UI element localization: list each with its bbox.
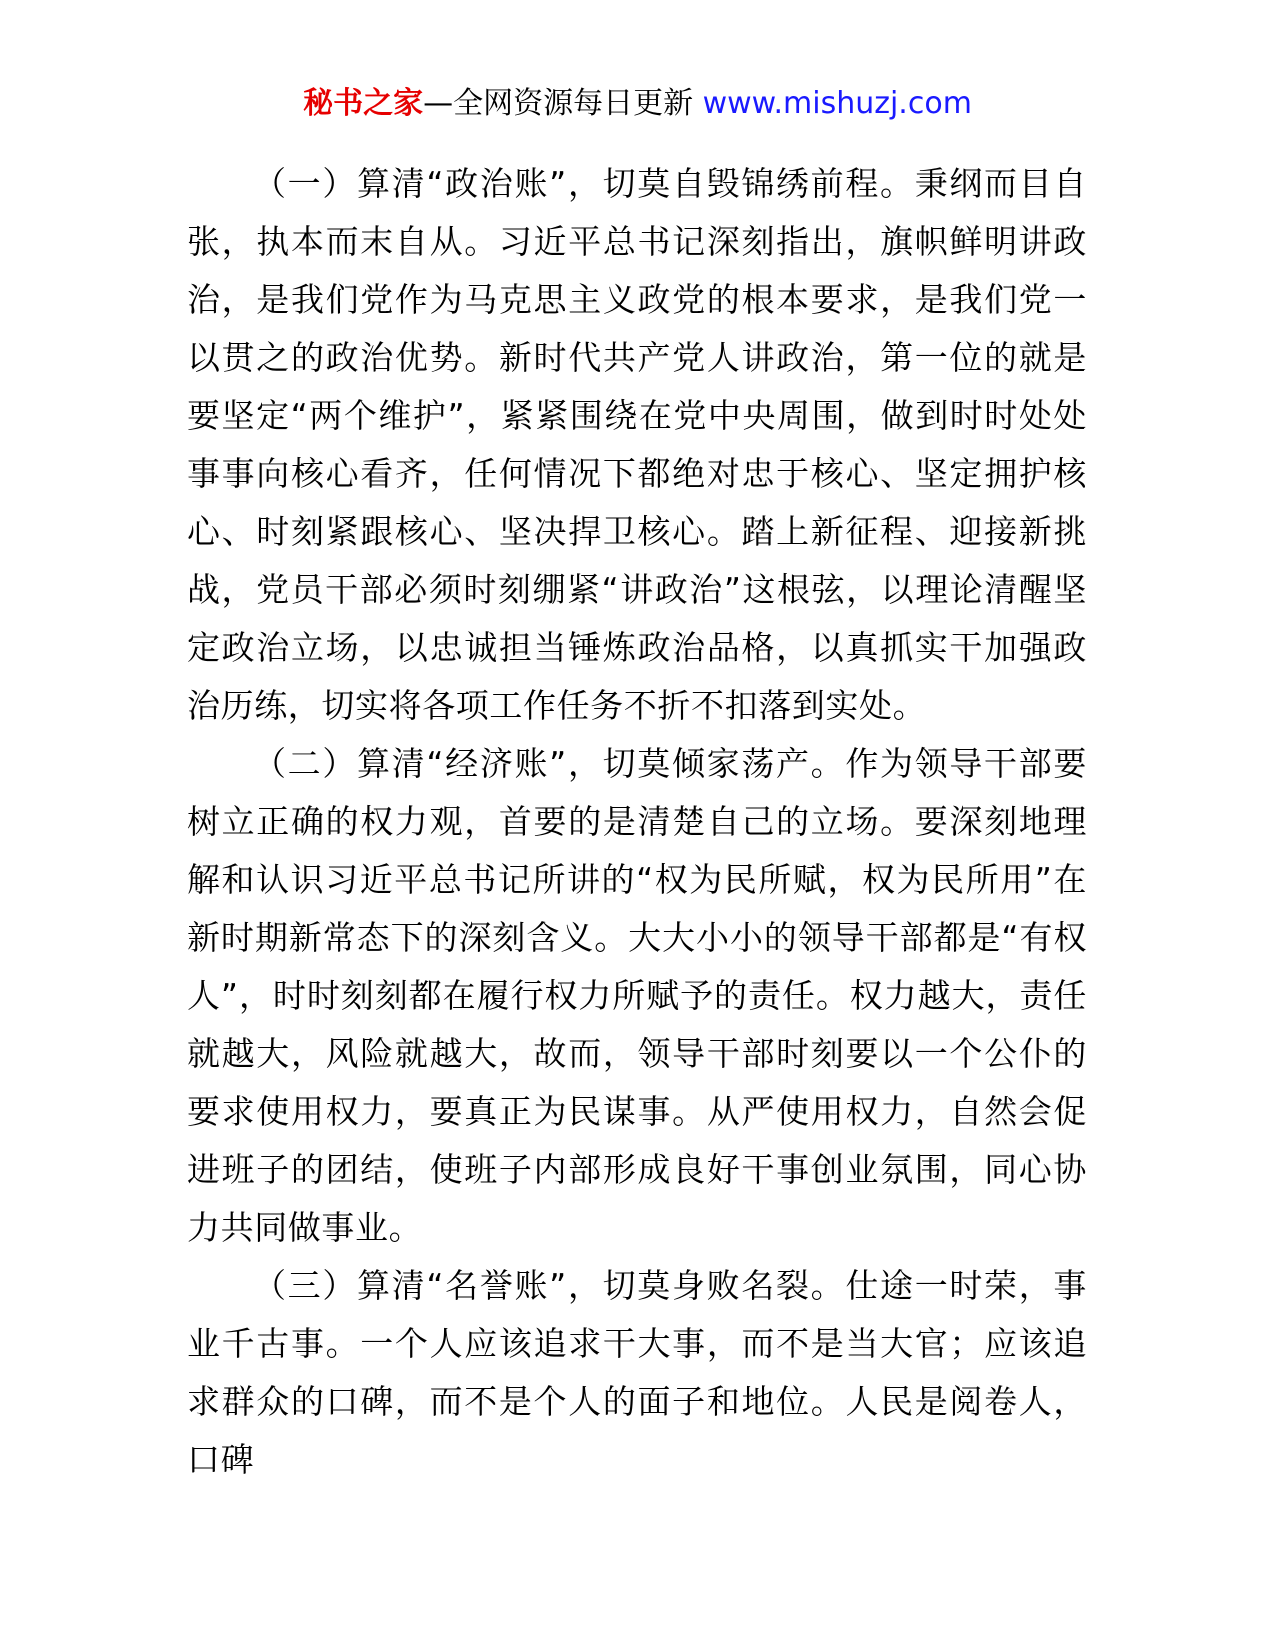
paragraph-economic: （二）算清“经济账”，切莫倾家荡产。作为领导干部要树立正确的权力观，首要的是清楚自己的立场。要深刻地理解和认识习近平总书记所讲的“权为民所赋，权为民所用”在新时期新常态下的深刻含义。大大小小的领导干部都是“有权人”，时时刻刻都在履行权力所赋予的责任。权力越大，责任就越大，风险就越大，故而，领导干部时刻要以一个公仆的要求使用权力，要真正为民谋事。从严使用权力，自然会促进班子的团结，使班子内部形成良好干事创业氛围，同心协力共同做事业。 <box>187 744 1087 1247</box>
site-url-link[interactable]: www.mishuzj.com <box>693 86 972 121</box>
paragraph-political: （一）算清“政治账”，切莫自毁锦绣前程。秉纲而目自张，执本而末自从。习近平总书记深刻指出，旗帜鲜明讲政治，是我们党作为马克思主义政党的根本要求，是我们党一以贯之的政治优势。新时代共产党人讲政治，第一位的就是要坚定“两个维护”，紧紧围绕在党中央周围，做到时时处处事事向核心看齐，任何情况下都绝对忠于核心、坚定拥护核心、时刻紧跟核心、坚决捍卫核心。踏上新征程、迎接新挑战，党员干部必须时刻绷紧“讲政治”这根弦，以理论清醒坚定政治立场，以忠诚担当锤炼政治品格，以真抓实干加强政治历练，切实将各项工作任务不折不扣落到实处。 <box>187 164 1087 725</box>
header-slogan: —全网资源每日更新 <box>423 86 694 121</box>
paragraph-reputation: （三）算清“名誉账”，切莫身败名裂。仕途一时荣，事业千古事。一个人应该追求干大事，而不是当大官；应该追求群众的口碑，而不是个人的面子和地位。人民是阅卷人，口碑 <box>187 1266 1087 1479</box>
site-header <box>0 84 1275 124</box>
document-body <box>187 155 1087 1489</box>
brand-name: 秘书之家 <box>303 86 424 121</box>
